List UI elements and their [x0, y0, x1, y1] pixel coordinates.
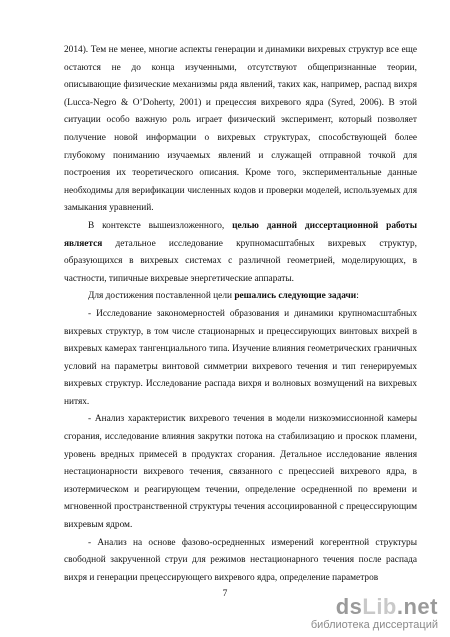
paragraph-task-3	[64, 535, 417, 588]
paragraph-bold-text: целью данной диссертационной работы является	[64, 220, 417, 249]
logo-net: .net	[396, 594, 438, 619]
paragraph-research-goal	[64, 218, 417, 288]
paragraph-text: В контексте вышеизложенного,	[88, 220, 233, 231]
paragraph-task-2	[64, 411, 417, 534]
logo-ds: ds	[335, 594, 363, 619]
paragraph-text: 2014). Тем не менее, многие аспекты генерации и динамики вихревых структур все еще остаются не до конца изученными, отсутствуют общепризнанные теории, описывающие физические механизмы ряда явлений, таких как, например, распад вихря (Lucca-Negro & O’Doherty, 2001) и прецессия вихревого ядра (Syred, 2006). В этой ситуации особо важную роль играет физический эксперимент, который позволяет получение новой информации о вихревых структурах, способствующей более глубокому пониманию изучаемых явлений и служащей отправной точкой для построения их теоретического описания. Кроме того, экспериментальные данные необходимы для верификации численных кодов и проверки моделей, используемых для замыкания уравнений.	[64, 45, 417, 214]
dslib-logo	[288, 596, 438, 618]
paragraph-text: Для достижения поставленной цели	[88, 291, 235, 302]
paragraph-text-after: :	[356, 291, 359, 302]
paragraph-text-after: детальное исследование крупномасштабных вихревых структур, образующихся в вихревых системах с различной геометрией, моделирующих, в частности, типичные вихревые энергетические аппараты.	[64, 238, 417, 284]
logo-lib: Lib	[362, 594, 397, 619]
dslib-watermark	[288, 596, 438, 632]
paragraph-text: - Исследование закономерностей образования и динамики крупномасштабных вихревых структур, в том числе стационарных и прецессирующих винтовых вихрей в вихревых камерах тангенциального типа. Изучение влияния геометрических граничных условий на параметры винтовой симметрии вихревого течения и тип генерируемых вихревых структур. Исследование распада вихря и волновых возмущений на вихревых нитях.	[64, 308, 417, 407]
paragraph-text: - Анализ характеристик вихревого течения в модели низкоэмиссионной камеры сгорания, исследование влияния закрутки потока на стабилизацию и проскок пламени, уровень вредных примесей в продуктах сгорания. Детальное исследование явления нестационарности вихревого течения, связанного с прецессией вихревого ядра, в изотермическом и реагирующем течении, определение осредненной по времени и мгновенной пространственной структуры течения ассоциированной с прецессирующим вихревым ядром.	[64, 414, 417, 531]
paragraph-bold-text: решались следующие задачи	[234, 291, 357, 302]
paragraph-task-1	[64, 306, 417, 412]
paragraph-intro-continuation	[64, 42, 417, 218]
document-body	[64, 42, 417, 587]
page-number: 7	[222, 589, 228, 599]
paragraph-tasks-intro	[64, 288, 417, 306]
watermark-subtitle: библиотека диссертаций	[310, 619, 438, 631]
paragraph-text: - Анализ на основе фазово-осредненных измерений когерентной структуры свободной закрученной струи для режимов нестационарного течения после распада вихря и генерации прецессирующего вихревого ядра, определение параметров	[64, 537, 417, 583]
